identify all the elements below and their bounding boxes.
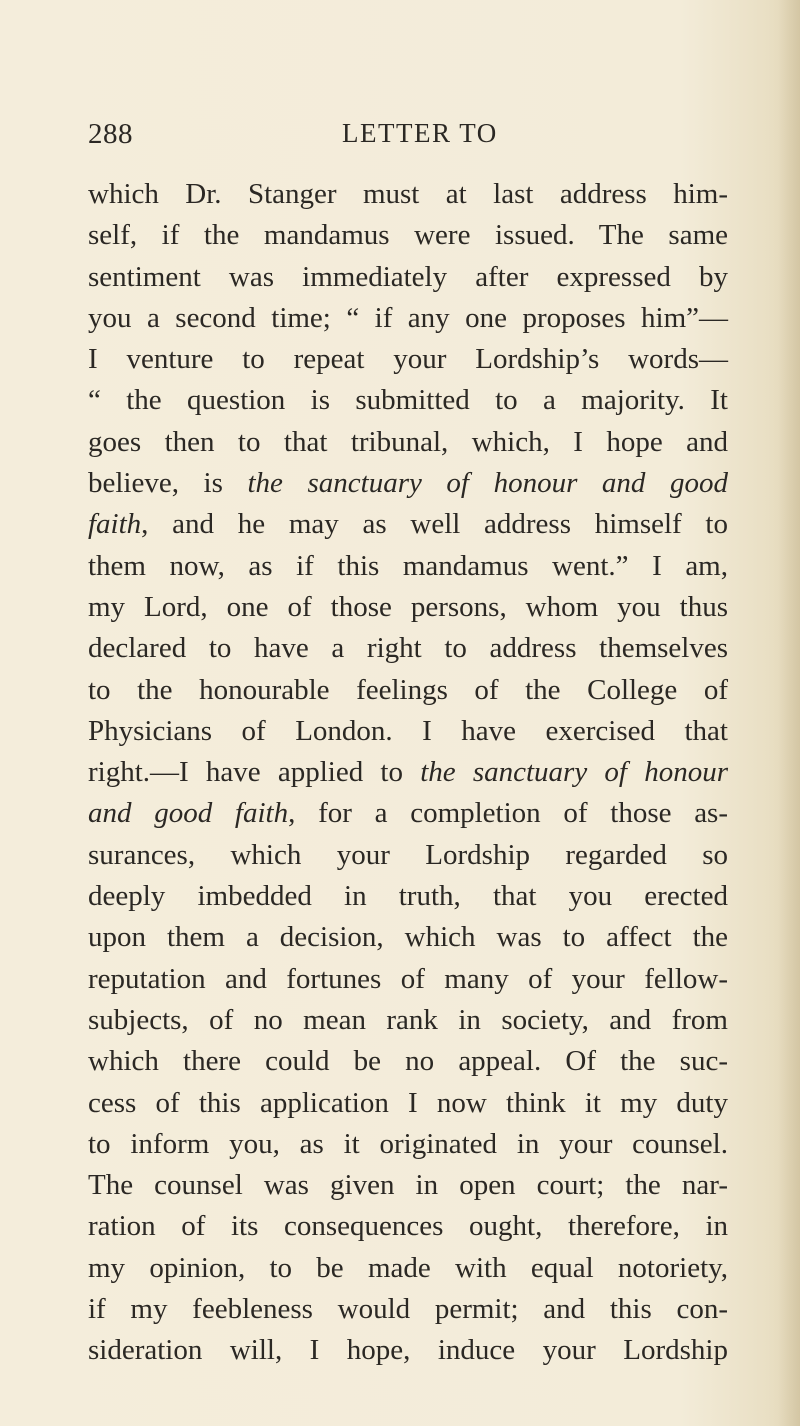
- text-line: [88, 1083, 728, 1124]
- text-line: [88, 1330, 728, 1371]
- text-segment: them now, as if this mandamus went.” I am,: [88, 549, 728, 582]
- text-line: [88, 339, 728, 380]
- text-line: [88, 1289, 728, 1330]
- text-segment: deeply imbedded in truth, that you erected: [88, 880, 728, 913]
- text-segment: surances, which your Lordship regarded so: [88, 838, 728, 871]
- text-line: [88, 711, 728, 752]
- text-segment: right.—I have applied to: [88, 756, 421, 789]
- text-line: [88, 422, 728, 463]
- text-segment: self, if the mandamus were issued. The same: [88, 219, 728, 252]
- text-segment: sentiment was immediately after expressed by: [88, 260, 728, 293]
- text-segment: my Lord, one of those persons, whom you thus: [88, 590, 728, 623]
- text-segment: I venture to repeat your Lordship’s words—: [88, 343, 728, 376]
- text-line: [88, 876, 728, 917]
- text-segment: if my feebleness would permit; and this con-: [88, 1293, 728, 1326]
- text-line: [88, 257, 728, 298]
- running-head: LETTER TO: [342, 118, 498, 148]
- text-line: [88, 1165, 728, 1206]
- text-line: [88, 917, 728, 958]
- italic-text: faith: [88, 508, 142, 541]
- text-segment: Physicians of London. I have exercised that: [88, 714, 728, 747]
- text-segment: ration of its consequences ought, therefore, in: [88, 1210, 728, 1243]
- text-line: [88, 1041, 728, 1082]
- text-line: [88, 959, 728, 1000]
- text-segment: reputation and fortunes of many of your fellow-: [88, 962, 728, 995]
- text-line: [88, 1206, 728, 1247]
- italic-text: the sanctuary of honour: [420, 756, 728, 789]
- text-segment: , for a completion of those as-: [288, 797, 729, 830]
- body-text: [88, 174, 728, 1372]
- text-segment: goes then to that tribunal, which, I hope and: [88, 425, 728, 458]
- text-line: [88, 380, 728, 421]
- text-line: [88, 463, 728, 504]
- text-segment: which there could be no appeal. Of the suc-: [88, 1045, 728, 1078]
- text-segment: , and he may as well address himself to: [141, 508, 728, 541]
- text-line: [88, 215, 728, 256]
- text-line: [88, 670, 728, 711]
- italic-text: the sanctuary of honour and good: [247, 467, 728, 500]
- text-line: [88, 1000, 728, 1041]
- text-segment: you a second time; “ if any one proposes him”—: [88, 301, 728, 334]
- text-line: [88, 298, 728, 339]
- text-segment: to inform you, as it originated in your counsel.: [88, 1127, 728, 1160]
- text-segment: upon them a decision, which was to affect the: [88, 921, 728, 954]
- page-header: [0, 118, 800, 158]
- text-segment: subjects, of no mean rank in society, and from: [88, 1003, 728, 1036]
- text-line: [88, 793, 728, 834]
- text-segment: declared to have a right to address themselves: [88, 632, 728, 665]
- italic-text: and good faith: [88, 797, 289, 830]
- text-line: [88, 752, 728, 793]
- text-line: [88, 546, 728, 587]
- page-edge-shadow: [778, 0, 800, 1426]
- text-line: [88, 628, 728, 669]
- text-line: [88, 504, 728, 545]
- text-line: [88, 835, 728, 876]
- text-segment: cess of this application I now think it my duty: [88, 1086, 728, 1119]
- text-segment: sideration will, I hope, induce your Lordship: [88, 1334, 728, 1367]
- text-line: [88, 174, 728, 215]
- text-line: [88, 1124, 728, 1165]
- text-segment: my opinion, to be made with equal notoriety,: [88, 1251, 728, 1284]
- text-segment: “ the question is submitted to a majority. It: [88, 384, 728, 417]
- text-segment: which Dr. Stanger must at last address him-: [88, 178, 728, 210]
- text-segment: The counsel was given in open court; the nar-: [88, 1169, 728, 1202]
- text-segment: to the honourable feelings of the College of: [88, 673, 728, 706]
- text-line: [88, 1248, 728, 1289]
- page-number: 288: [88, 118, 133, 150]
- text-segment: believe, is: [88, 467, 248, 500]
- text-line: [88, 587, 728, 628]
